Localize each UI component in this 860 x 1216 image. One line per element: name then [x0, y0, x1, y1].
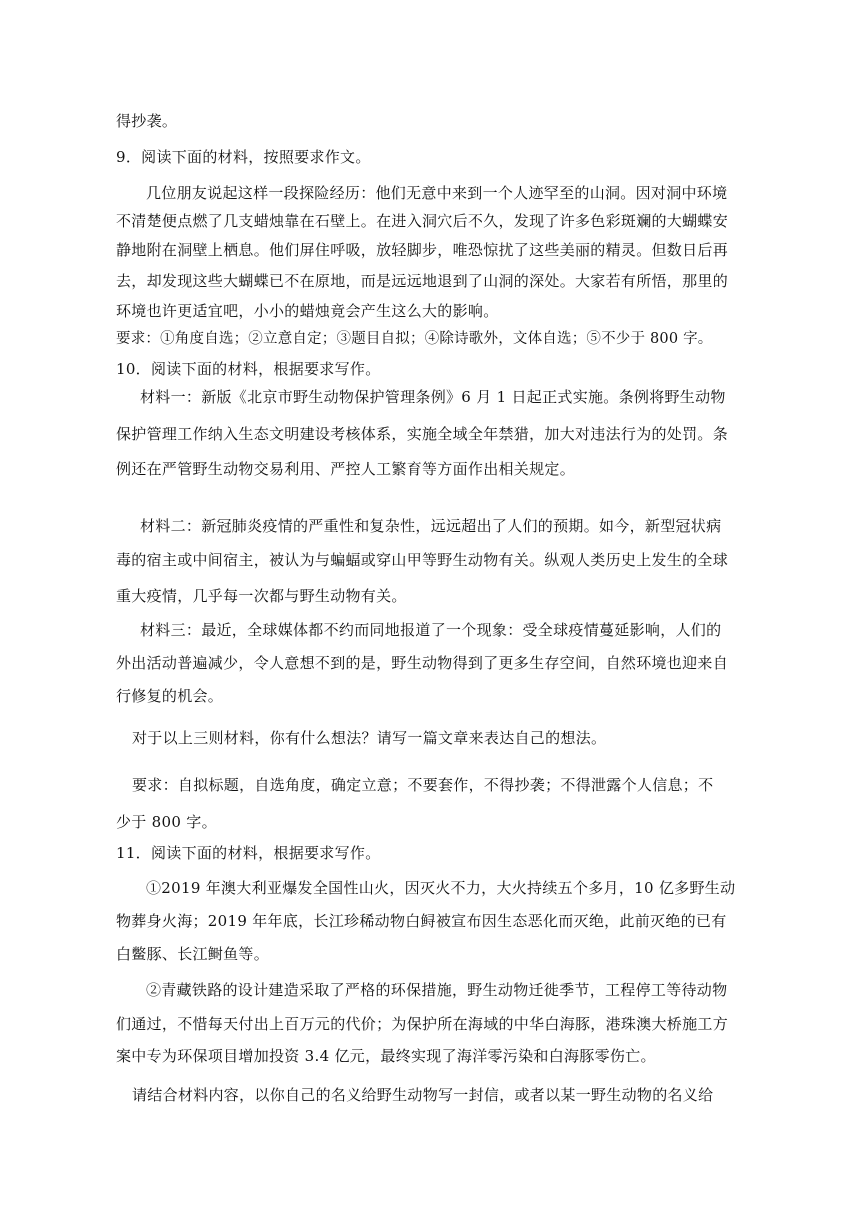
- question-10-title: 10．阅读下面的材料，根据要求写作。: [116, 360, 381, 378]
- text-line-15: 重大疫情，几乎每一次都与野生动物有关。: [116, 587, 407, 605]
- text-line-14: 毒的宿主或中间宿主，被认为与蝙蝠或穿山甲等野生动物有关。纵观人类历史上发生的全球: [116, 551, 729, 569]
- text-line-5: 静地附在洞壁上栖息。他们屏住呼吸，放轻脚步，唯恐惊扰了这些美丽的精灵。但数日后再: [116, 241, 729, 259]
- text-line-21: 少于 800 字。: [116, 813, 217, 831]
- text-line-19: 对于以上三则材料，你有什么想法？请写一篇文章来表达自己的想法。: [132, 729, 607, 747]
- question-10-requirements: 要求：自拟标题，自选角度，确定立意；不要套作，不得抄袭；不得泄露个人信息；不: [132, 776, 714, 794]
- text-line-25: 白鳖豚、长江鲥鱼等。: [116, 945, 270, 963]
- text-line-4: 不清楚便点燃了几支蜡烛靠在石壁上。在进入洞穴后不久，发现了许多色彩斑斓的大蝴蝶安: [116, 212, 729, 230]
- text-line-6: 去，却发现这些大蝴蝶已不在原地，而是远远地退到了山洞的深处。大家若有所悟，那里的: [116, 272, 729, 290]
- text-line-18: 行修复的机会。: [116, 687, 224, 705]
- text-line-13: 材料二：新冠肺炎疫情的严重性和复杂性，远远超出了人们的预期。如今，新型冠状病: [140, 517, 722, 535]
- text-line-3: 几位朋友说起这样一段探险经历：他们无意中来到一个人迹罕至的山洞。因对洞中环境: [146, 184, 728, 202]
- text-line-24: 物葬身火海；2019 年年底，长江珍稀动物白鲟被宣布因生态恶化而灭绝，此前灭绝的已有: [116, 912, 727, 930]
- text-line-16: 材料三：最近，全球媒体都不约而同地报道了一个现象：受全球疫情蔓延影响，人们的: [140, 621, 722, 639]
- text-line-7: 环境也许更适宜吧，小小的蜡烛竟会产生这么大的影响。: [116, 302, 499, 320]
- question-11-title: 11．阅读下面的材料，根据要求写作。: [116, 844, 381, 862]
- text-line-28: 案中专为环保项目增加投资 3.4 亿元，最终实现了海洋零污染和白海豚零伤亡。: [116, 1047, 656, 1065]
- text-line-11: 保护管理工作纳入生态文明建设考核体系，实施全域全年禁猎，加大对违法行为的处罚。条: [116, 425, 729, 443]
- question-9-requirements: 要求：①角度自选；②立意自定；③题目自拟；④除诗歌外，文体自选；⑤不少于 800 字。: [116, 331, 713, 347]
- text-line-26: ②青藏铁路的设计建造采取了严格的环保措施，野生动物迁徙季节，工程停工等待动物: [146, 981, 728, 999]
- text-line-1: 得抄袭。: [116, 112, 178, 130]
- text-line-23: ①2019 年澳大利亚爆发全国性山火，因灭火不力，大火持续五个多月，10 亿多野生动: [146, 879, 736, 897]
- question-9-title: 9．阅读下面的材料，按照要求作文。: [116, 148, 371, 166]
- text-line-27: 们通过，不惜每天付出上百万元的代价；为保护所在海域的中华白海豚，港珠澳大桥施工方: [116, 1015, 729, 1033]
- text-line-12: 例还在严管野生动物交易利用、严控人工繁育等方面作出相关规定。: [116, 460, 576, 478]
- text-line-10: 材料一：新版《北京市野生动物保护管理条例》6 月 1 日起正式实施。条例将野生动物: [140, 388, 726, 406]
- text-line-17: 外出活动普遍减少，令人意想不到的是，野生动物得到了更多生存空间，自然环境也迎来自: [116, 654, 729, 672]
- text-line-29: 请结合材料内容，以你自己的名义给野生动物写一封信，或者以某一野生动物的名义给: [132, 1086, 714, 1104]
